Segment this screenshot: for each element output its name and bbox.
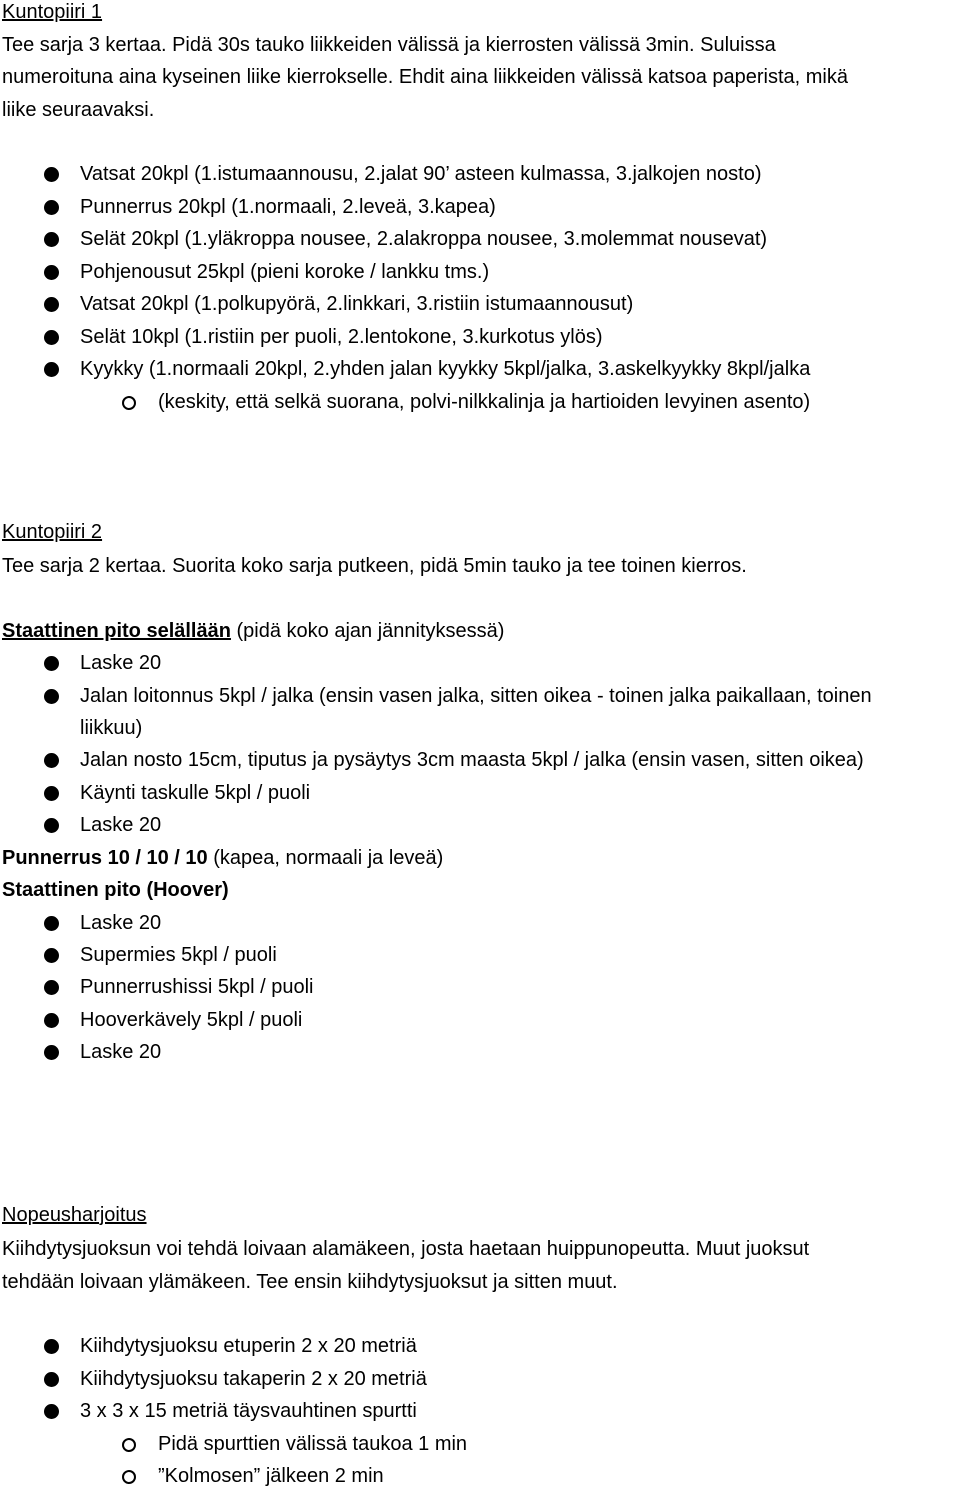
bullet-icon [44, 656, 59, 671]
subsection-heading: Punnerrus 10 / 10 / 10 (kapea, normaali ja leveä) [2, 847, 444, 869]
section-title-kuntopiiri-2: Kuntopiiri 2 [2, 521, 103, 543]
section-title-kuntopiiri-1: Kuntopiiri 1 [2, 1, 103, 23]
bullet-icon [44, 232, 59, 247]
bullet-icon [44, 980, 59, 995]
bullet-icon [44, 1404, 59, 1419]
bullet-icon [44, 1339, 59, 1354]
bullet-icon [44, 167, 59, 182]
subsection-heading: Staattinen pito selällään (pidä koko ajan jännityksessä) [2, 620, 505, 642]
paragraph-line: tehdään loivaan ylämäkeen. Tee ensin kiihdytysjuoksut ja sitten muut. [2, 1271, 618, 1293]
bullet-icon [44, 689, 59, 704]
paragraph-line: Kiihdytysjuoksun voi tehdä loivaan alamäkeen, josta haetaan huippunopeutta. Muut juoksut [2, 1238, 810, 1260]
bullet-icon [44, 753, 59, 768]
bullet-icon [44, 786, 59, 801]
bullet-icon [44, 265, 59, 280]
bullet-icon [44, 200, 59, 215]
bullet-icon [44, 948, 59, 963]
hollow-bullet-icon [122, 1438, 136, 1452]
paragraph-line: numeroituna aina kyseinen liike kierrokselle. Ehdit aina liikkeiden välissä katsoa paperista, mikä [2, 66, 848, 88]
hollow-bullet-icon [122, 1470, 136, 1484]
bullet-icon [44, 297, 59, 312]
bullet-icon [44, 916, 59, 931]
paragraph-line: Tee sarja 2 kertaa. Suorita koko sarja putkeen, pidä 5min tauko ja tee toinen kierros. [2, 555, 747, 577]
bullet-icon [44, 330, 59, 345]
bullet-icon [44, 1372, 59, 1387]
paragraph-line: liike seuraavaksi. [2, 99, 155, 121]
subsection-heading: Staattinen pito (Hoover) [2, 879, 229, 901]
bullet-icon [44, 1013, 59, 1028]
hollow-bullet-icon [122, 396, 136, 410]
bullet-icon [44, 1045, 59, 1060]
paragraph-line: Tee sarja 3 kertaa. Pidä 30s tauko liikkeiden välissä ja kierrosten välissä 3min. Suluissa [2, 34, 776, 56]
section-title-nopeusharjoitus: Nopeusharjoitus [2, 1204, 147, 1226]
bullet-icon [44, 818, 59, 833]
bullet-icon [44, 362, 59, 377]
